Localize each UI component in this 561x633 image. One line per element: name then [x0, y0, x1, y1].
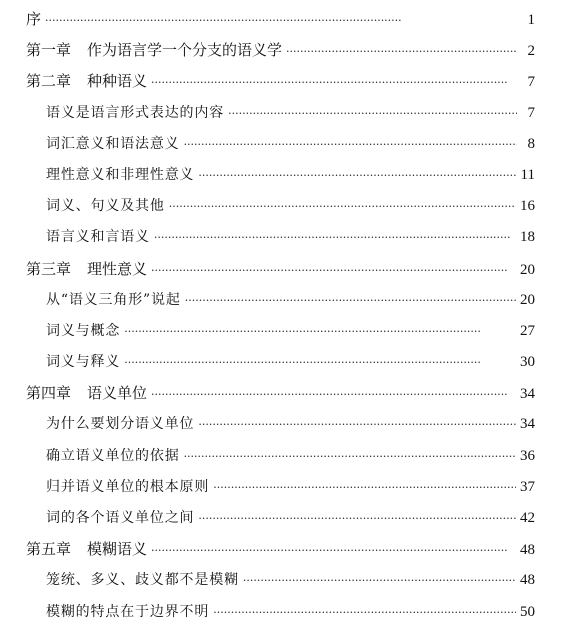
dot-leader	[151, 66, 517, 98]
page-number: 36	[520, 447, 535, 464]
page-number: 18	[520, 229, 535, 246]
toc-entry-section[interactable]	[0, 129, 561, 160]
dot-leader	[213, 472, 516, 503]
chapter-number: 第五章	[26, 540, 72, 559]
page-number: 16	[520, 198, 535, 215]
page-number: 1	[527, 12, 535, 28]
section-title: 词义与概念	[46, 322, 121, 339]
dot-leader	[243, 565, 516, 596]
toc-entry-section[interactable]	[0, 472, 561, 503]
chapter-heading	[26, 66, 147, 97]
section-title: 词义、句义及其他	[46, 198, 165, 215]
page-number: 42	[520, 510, 535, 526]
chapter-heading	[26, 35, 282, 66]
page-number: 48	[520, 542, 535, 559]
section-title: 语义是语言形式表达的内容	[46, 104, 225, 121]
toc-entry-preface[interactable]	[0, 4, 561, 35]
toc-entry-section[interactable]	[0, 441, 561, 472]
dot-leader	[213, 597, 516, 628]
dot-leader	[151, 378, 516, 410]
chapter-title: 种种语义	[87, 72, 148, 91]
toc-entry-chapter-2[interactable]	[0, 66, 561, 97]
dot-leader	[151, 254, 516, 286]
chapter-number: 第三章	[26, 259, 72, 278]
section-title: 从“语义三角形”说起	[46, 291, 181, 308]
dot-leader	[154, 222, 516, 253]
page-number: 30	[520, 354, 535, 371]
toc-entry-section[interactable]	[0, 222, 561, 253]
chapter-heading	[26, 534, 147, 565]
section-title: 词的各个语义单位之间	[46, 510, 195, 526]
section-title: 模糊的特点在于边界不明	[46, 603, 210, 620]
dot-leader	[45, 4, 517, 36]
toc-entry-chapter-3[interactable]	[0, 254, 561, 285]
chapter-number: 第一章	[26, 41, 72, 60]
dot-leader	[198, 160, 516, 191]
page-number: 34	[520, 386, 535, 403]
section-title: 为什么要划分语义单位	[46, 416, 195, 433]
dot-leader	[169, 191, 516, 222]
chapter-number: 第二章	[26, 72, 72, 91]
toc-entry-section[interactable]	[0, 191, 561, 222]
toc-entry-section[interactable]	[0, 347, 561, 378]
page-number: 50	[520, 603, 535, 620]
dot-leader	[228, 98, 517, 129]
dot-leader	[184, 129, 517, 160]
toc-entry-section[interactable]	[0, 160, 561, 191]
toc-entry-chapter-5[interactable]	[0, 534, 561, 565]
toc-entry-section[interactable]	[0, 565, 561, 596]
chapter-title: 理性意义	[87, 259, 148, 278]
chapter-number: 第四章	[26, 384, 72, 403]
entry-title: 序	[26, 10, 42, 28]
page-number: 8	[527, 135, 535, 152]
toc-entry-chapter-1[interactable]	[0, 35, 561, 66]
dot-leader	[151, 534, 516, 566]
section-title: 词汇意义和语法意义	[46, 135, 180, 152]
chapter-title: 作为语言学一个分支的语义学	[87, 41, 283, 60]
page-number: 48	[520, 572, 535, 589]
section-title: 笼统、多义、歧义都不是模糊	[46, 572, 239, 589]
page-number: 37	[520, 478, 535, 495]
section-title: 归并语义单位的根本原则	[46, 478, 210, 495]
chapter-heading	[26, 254, 147, 285]
page-number: 2	[527, 43, 535, 60]
page-number: 27	[520, 322, 535, 339]
dot-leader	[184, 441, 516, 472]
section-title: 语言义和言语义	[46, 229, 150, 246]
toc-entry-section[interactable]	[0, 98, 561, 129]
toc-entry-section[interactable]	[0, 597, 561, 628]
section-title: 理性意义和非理性意义	[46, 166, 195, 183]
table-of-contents	[0, 4, 561, 628]
page-number: 11	[520, 166, 535, 183]
dot-leader	[198, 409, 516, 440]
page-number: 7	[527, 74, 535, 91]
chapter-title: 模糊语义	[87, 540, 148, 559]
dot-leader	[198, 503, 516, 534]
toc-entry-section[interactable]	[0, 503, 561, 534]
page-number: 34	[520, 416, 535, 433]
chapter-heading	[26, 378, 147, 409]
dot-leader	[124, 316, 516, 347]
section-title: 确立语义单位的依据	[46, 447, 180, 464]
page-number: 7	[527, 104, 535, 121]
dot-leader	[286, 35, 517, 67]
dot-leader	[185, 285, 516, 316]
dot-leader	[124, 347, 516, 378]
toc-entry-section[interactable]	[0, 409, 561, 440]
toc-entry-chapter-4[interactable]	[0, 378, 561, 409]
page-number: 20	[520, 291, 535, 308]
page-number: 20	[520, 261, 535, 278]
toc-entry-section[interactable]	[0, 316, 561, 347]
section-title: 词义与释义	[46, 354, 121, 371]
toc-entry-section[interactable]	[0, 285, 561, 316]
chapter-title: 语义单位	[87, 384, 148, 403]
